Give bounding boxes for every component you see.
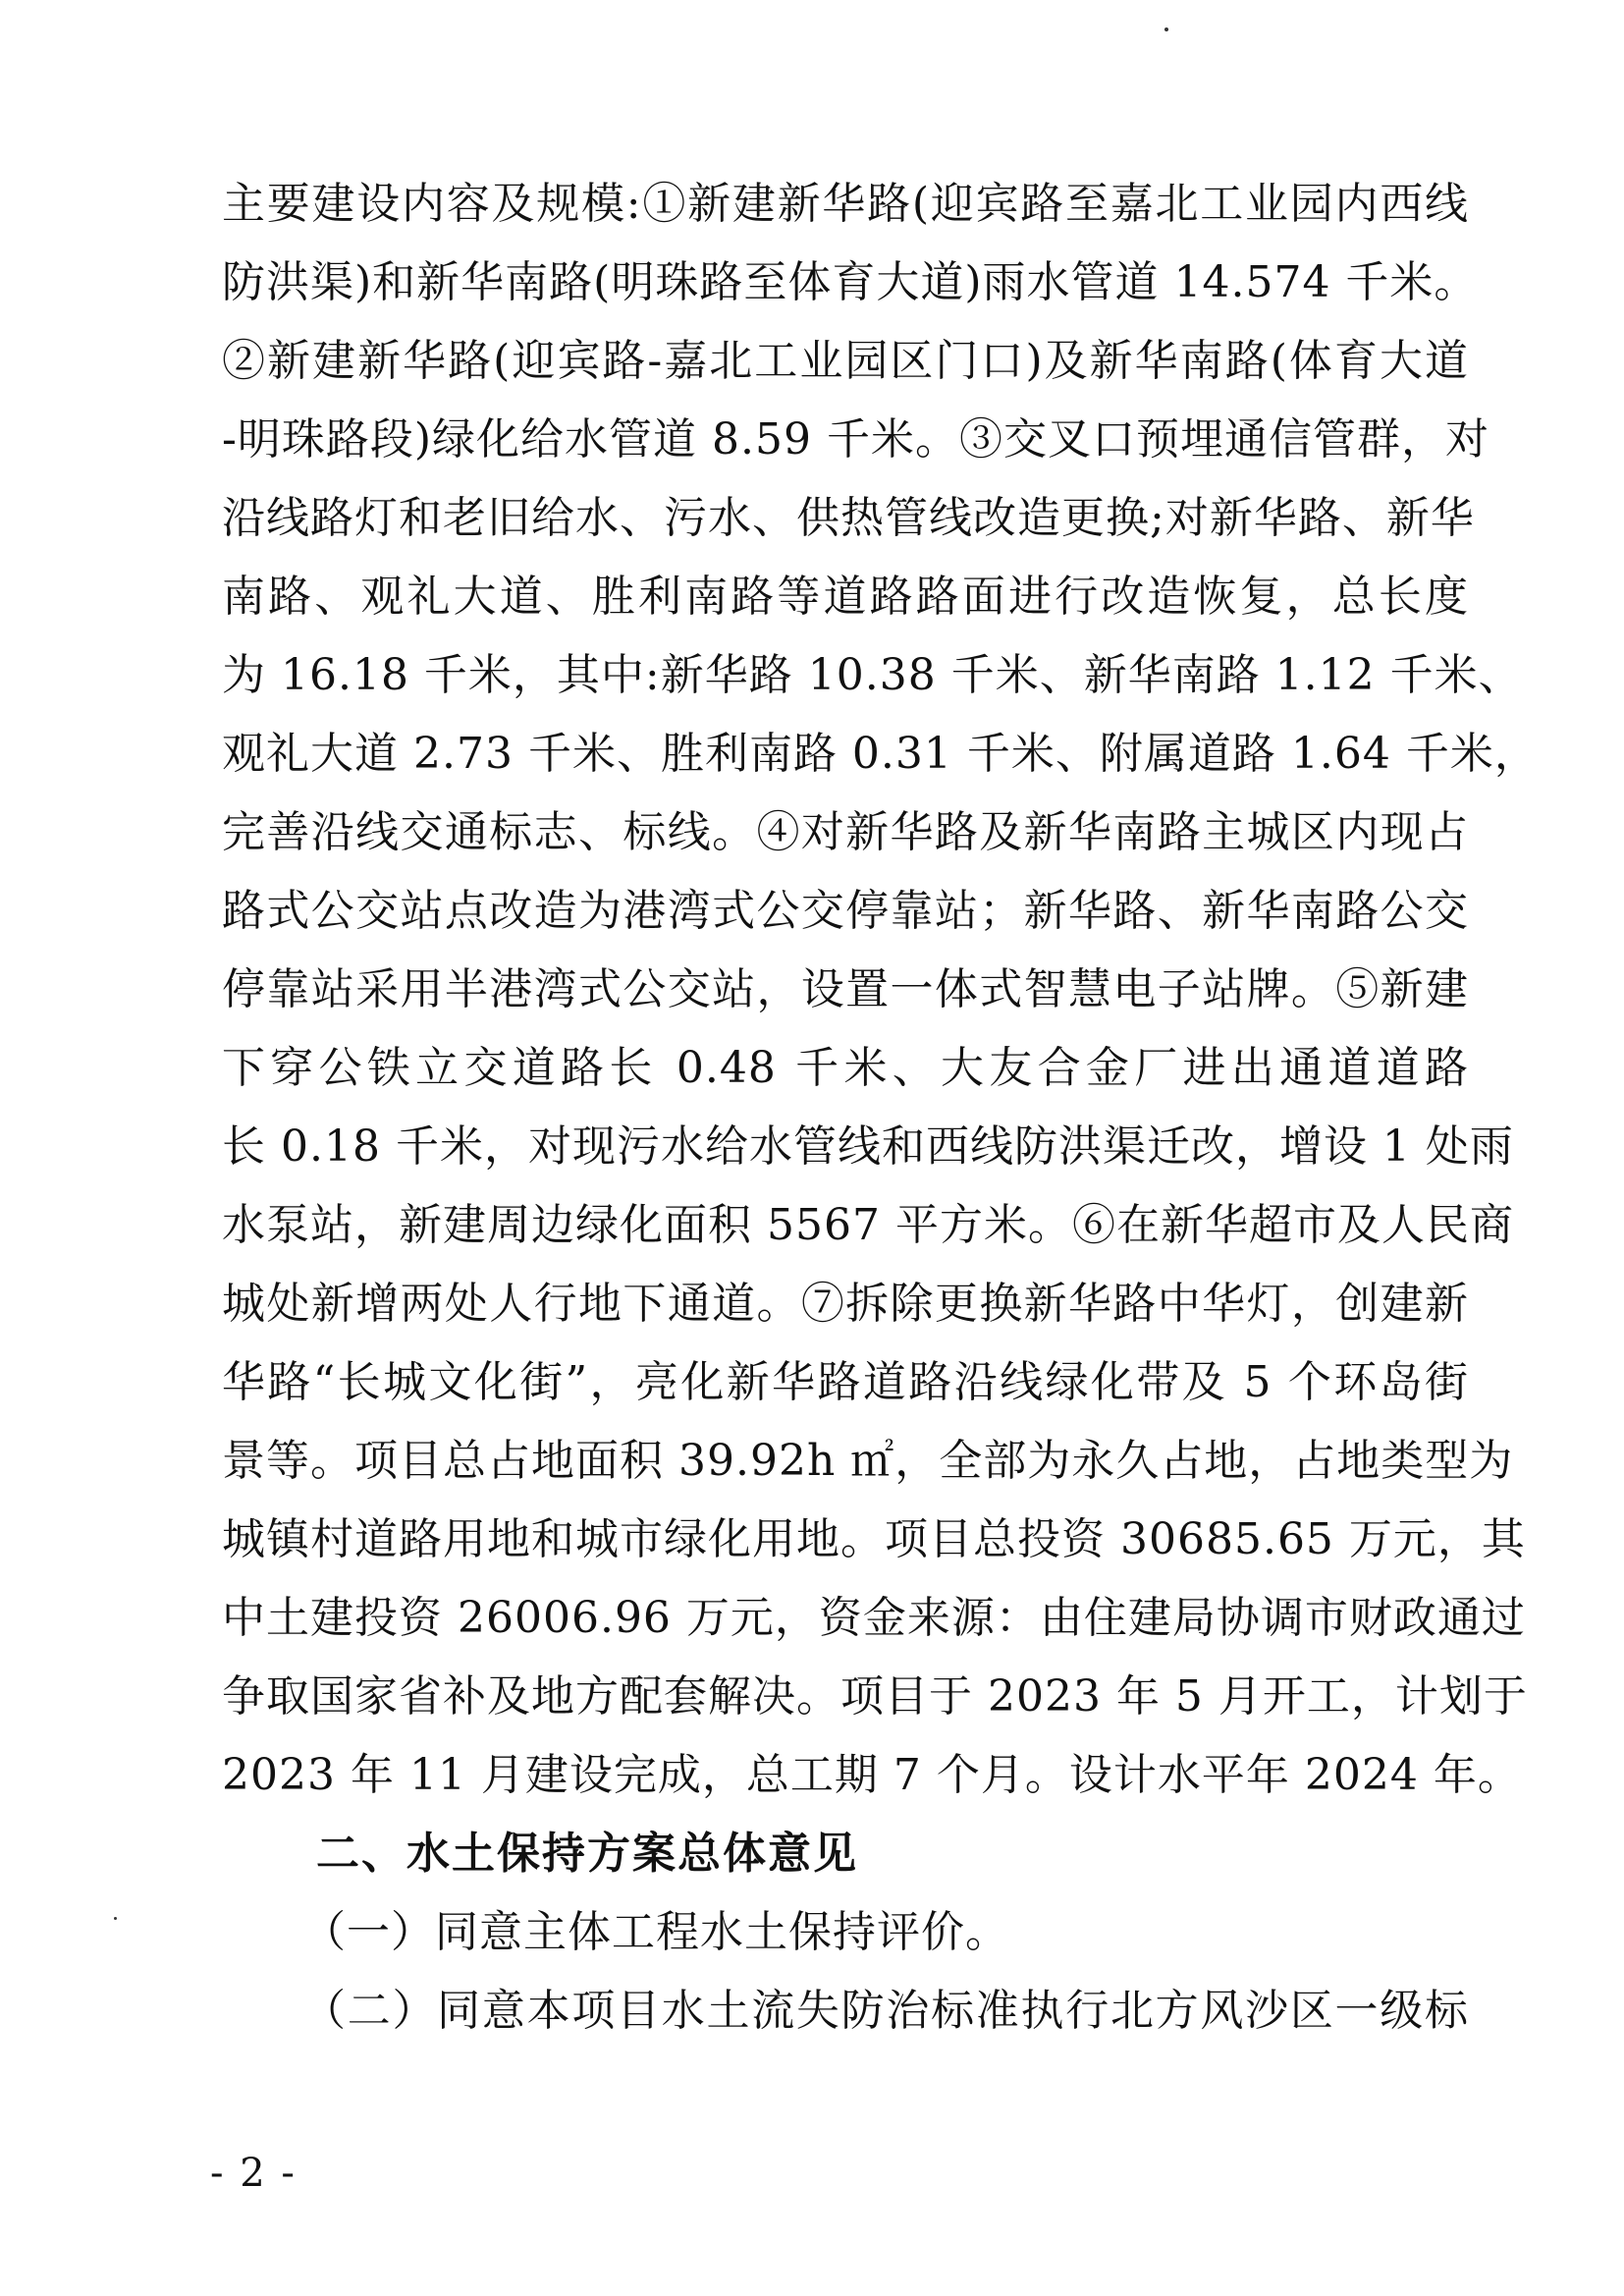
paragraph-line: -明珠路段)绿化给水管道 8.59 千米。③交叉口预埋通信管群，对 — [222, 414, 1489, 465]
paragraph-line: 水泵站，新建周边绿化面积 5567 平方米。⑥在新华超市及人民商 — [222, 1200, 1514, 1250]
paragraph-line: 停靠站采用半港湾式公交站，设置一体式智慧电子站牌。⑤新建 — [222, 964, 1469, 1014]
section-heading: 二、水土保持方案总体意见 — [316, 1829, 858, 1879]
paragraph-line: 城处新增两处人行地下通道。⑦拆除更换新华路中华灯，创建新 — [222, 1279, 1469, 1329]
paragraph-line: 中土建投资 26006.96 万元，资金来源：由住建局协调市财政通过 — [222, 1593, 1526, 1643]
paragraph-line: 完善沿线交通标志、标线。④对新华路及新华南路主城区内现占 — [222, 807, 1469, 857]
paragraph-line: 观礼大道 2.73 千米、胜利南路 0.31 千米、附属道路 1.64 千米， — [222, 729, 1539, 779]
paragraph-line: 沿线路灯和老旧给水、污水、供热管线改造更换;对新华路、新华 — [222, 493, 1475, 543]
paragraph-line: 主要建设内容及规模:①新建新华路(迎宾路至嘉北工业园内西线 — [222, 179, 1469, 229]
paragraph-line: 争取国家省补及地方配套解决。项目于 2023 年 5 月开工，计划于 — [222, 1671, 1528, 1722]
paragraph-line: 2023 年 11 月建设完成，总工期 7 个月。设计水平年 2024 年。 — [222, 1750, 1522, 1800]
paragraph-line: 防洪渠)和新华南路(明珠路至体育大道)雨水管道 14.574 千米。 — [222, 257, 1479, 307]
page-number: - 2 - — [210, 2151, 297, 2196]
paragraph-line: 南路、观礼大道、胜利南路等道路路面进行改造恢复，总长度 — [222, 572, 1469, 622]
paragraph-line: 华路“长城文化街”，亮化新华路道路沿线绿化带及 5 个环岛街 — [222, 1357, 1469, 1407]
paragraph-line: 路式公交站点改造为港湾式公交停靠站；新华路、新华南路公交 — [222, 886, 1469, 936]
scan-speck — [114, 1917, 117, 1920]
opinion-item: （二）同意本项目水土流失防治标准执行北方风沙区一级标 — [302, 1986, 1469, 2036]
paragraph-line: 长 0.18 千米，对现污水给水管线和西线防洪渠迁改，增设 1 处雨 — [222, 1121, 1514, 1172]
document-body — [222, 165, 1539, 2050]
paragraph-line: 城镇村道路用地和城市绿化用地。项目总投资 30685.65 万元，其 — [222, 1514, 1526, 1564]
paragraph-line: 为 16.18 千米，其中:新华路 10.38 千米、新华南路 1.12 千米、 — [222, 650, 1523, 700]
scan-speck — [1164, 27, 1168, 31]
paragraph-line: 下穿公铁立交道路长 0.48 千米、大友合金厂进出通道道路 — [222, 1043, 1469, 1093]
paragraph-line: ②新建新华路(迎宾路-嘉北工业园区门口)及新华南路(体育大道 — [222, 336, 1469, 386]
opinion-item: （一）同意主体工程水土保持评价。 — [302, 1907, 1009, 1957]
paragraph-line: 景等。项目总占地面积 39.92h ㎡，全部为永久占地，占地类型为 — [222, 1436, 1514, 1486]
